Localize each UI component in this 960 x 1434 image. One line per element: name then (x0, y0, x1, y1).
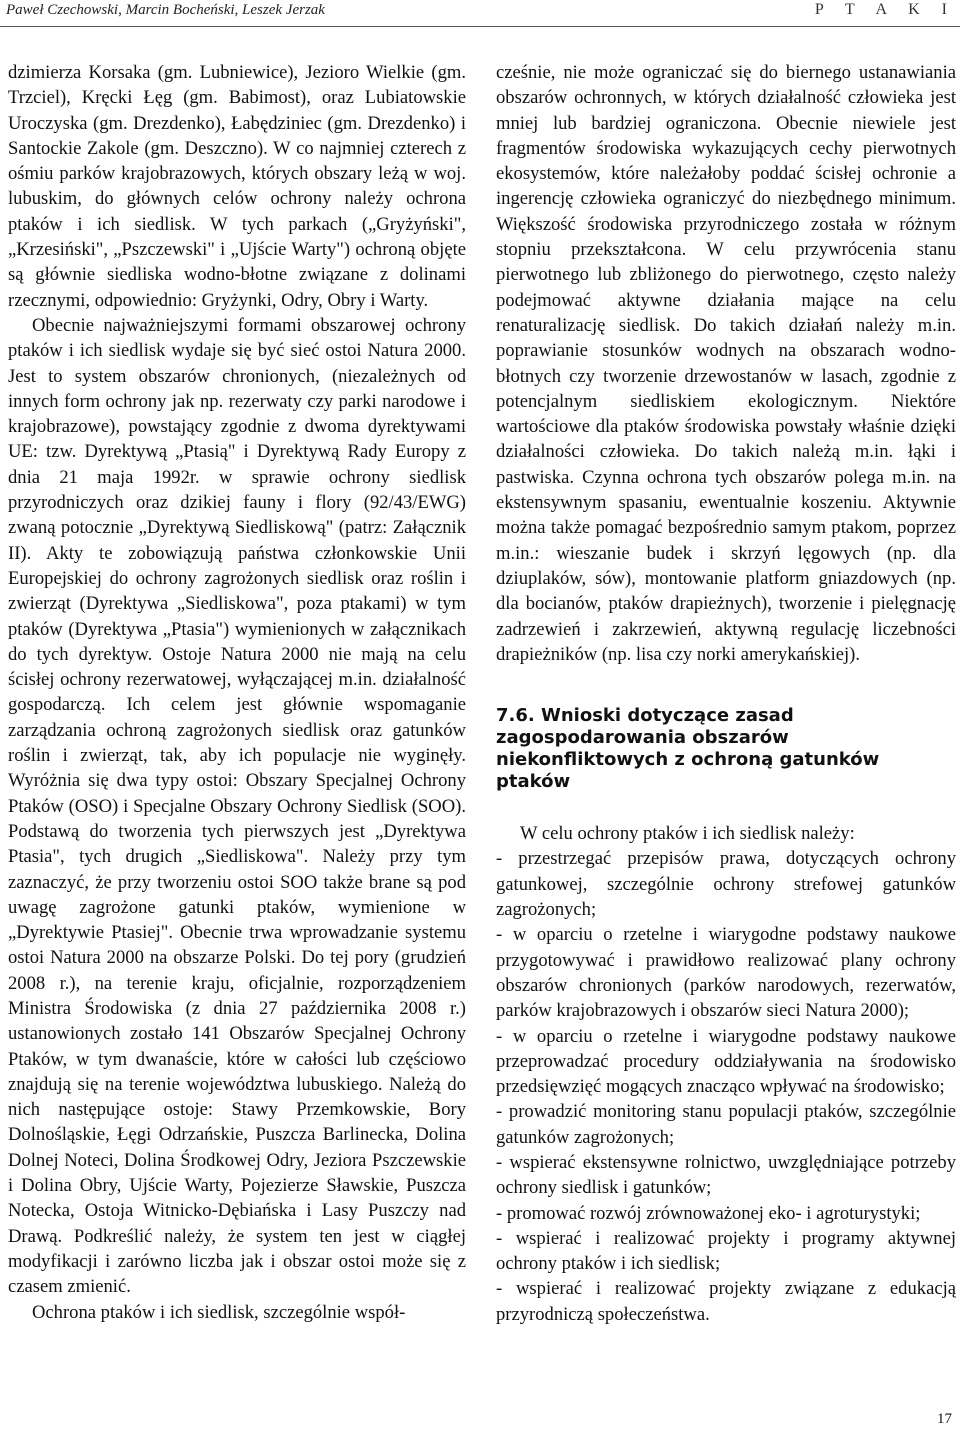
list-item: - w oparciu o rzetelne i wiarygodne podstawy naukowe przygotowywać i prawidłowo realizować plany ochrony obszarów chronionych (parków narodowych, rezerwatów, parków krajobrazowych i obszarów sieci Natura 2000); (496, 924, 956, 1022)
list-item: - promować rozwój zrównoważonej eko- i agroturystyki; (496, 1202, 921, 1224)
list-item: - wspierać i realizować projekty i programy aktywnej ochrony ptaków i ich siedlisk; (496, 1227, 956, 1275)
header-journal-title: P T A K I (814, 1, 956, 18)
list-item: - przestrzegać przepisów prawa, dotyczących ochrony gatunkowej, szczególnie ochrony strefowej gatunków zagrożonych; (496, 848, 956, 921)
page-header (0, 0, 960, 28)
paragraph: Obecnie najważniejszymi formami obszarowej ochrony ptaków i ich siedlisk wydaje się być sieć ostoi Natura 2000. Jest to system obszarów chronionych, (niezależnych od innych form ochrony jak np. rezerwaty czy parki narodowe i krajobrazowe), powstający zgodnie z dwoma dyrektywami UE: tzw. Dyrektywą „Ptasią" i Dyrektywą Rady Europy z dnia 21 maja 1992r. w sprawie ochrony siedlisk przyrodniczych oraz dzikiej fauny i flory (92/43/EWG) zwaną potocznie „Dyrektywą Siedliskową" (patrz: Załącznik II). Akty te zobowiązują państwa członkowskie Unii Europejskiej do ochrony zagrożonych siedlisk oraz roślin i zwierząt (Dyrektywa „Siedliskowa", poza ptakami) w tym ptaków (Dyrektywa „Ptasia") wymienionych w załącznikach do tych dyrektyw. Ostoje Natura 2000 nie mają na celu ścisłej ochrony rezerwatowej, wyłączającej m.in. działalność gospodarczą. Ich celem jest głównie wspomaganie zarządzania ochroną zagrożonych siedlisk oraz gatunków roślin i zwierząt, tak, aby ich populacje nie wyginęły. Wyróżnia się dwa typy ostoi: Obszary Specjalnej Ochrony Ptaków (OSO) i Specjalne Obszary Ochrony Siedlisk (SOO). Podstawą do tworzenia tych pierwszych jest „Dyrektywa Ptasia", tych drugich „Siedliskowa". Należy przy tym zaznaczyć, że przy tworzeniu ostoi SOO także brane są pod uwagę zagrożone gatunki ptaków, wymienione w „Dyrektywie Ptasiej". Obecnie trwa wprowadzanie systemu ostoi Natura 2000 na obszarze Polski. Do tej pory (grudzień 2008 r.), na terenie kraju, oficjalnie, rozporządzeniem Ministra Środowiska (z dnia 27 października 2008 r.) ustanowionych zostało 141 Obszarów Specjalnej Ochrony Ptaków, w tym dwanaście, które w całości lub częściowo znajdują się na terenie województwa lubuskiego. Należą do nich następujące ostoje: Stawy Przemkowskie, Bory Dolnośląskie, Łęgi Odrzańskie, Puszcza Barlinecka, Dolina Dolnej Noteci, Dolina Środkowej Odry, Jeziora Pszczewskie i Dolina Obry, Ujście Warty, Pojezierze Sławskie, Puszcza Notecka, Ostoja Witnicko-Dębiańska i Lasy Puszczy nad Drawą. Podkreślić należy, że system ten jest w ciągłej modyfikacji i zarówno liczba jak i obszar ostoi może się z czasem zmienić. (8, 314, 466, 1298)
section-heading: 7.6. Wnioski dotyczące zasad zagospodarowania obszarów niekonfliktowych z ochroną gatunków ptaków (496, 705, 880, 793)
list-item: - prowadzić monitoring stanu populacji ptaków, szczególnie gatunków zagrożonych; (496, 1101, 956, 1148)
left-column (8, 60, 466, 1325)
list-item: - wspierać i realizować projekty związane z edukacją przyrodniczą społeczeństwa. (496, 1278, 956, 1325)
right-column (496, 60, 956, 1327)
paragraph: cześnie, nie może ograniczać się do biernego ustanawiania obszarów ochronnych, w których działalność człowieka jest mniej lub bardziej ograniczona. Obecnie niewiele jest fragmentów środowiska wykazujących cechy pierwotnych ekosystemów, które należałoby poddać ścisłej ochronie a ingerencję człowieka ograniczyć do niezbędnego minimum. Większość środowiska przyrodniczego została w różnym stopniu przekształcona. W celu przywrócenia stanu pierwotnego lub zbliżonego do pierwotnego, często należy podejmować aktywne działania mające na celu renaturalizację siedlisk. Do takich działań należy m.in. poprawianie stosunków wodnych na obszarach wodno-błotnych czy tworzenie drzewostanów w lasach, zgodnie z potencjalnym siedliskiem ekologicznym. Niektóre wartościowe dla ptaków środowiska powstały właśnie dzięki działalności człowieka. Do takich należą m.in. łąki i pastwiska. Czynna ochrona tych obszarów polega m.in. na ekstensywnym spasaniu, ewentualnie koszeniu. Aktywnie można także pomagać bezpośrednio samym ptakom, poprzez m.in.: wieszanie budek i skrzyń lęgowych (np. dla dziuplaków, sów), montowanie platform gniazdowych (np. dla bocianów, ptaków drapieżnych), tworzenie i pielęgnację zadrzewień i zakrzewień, aktywną regulację liczebności drapieżników (np. lisa czy norki amerykańskiej). (496, 62, 956, 665)
list-item: - w oparciu o rzetelne i wiarygodne podstawy naukowe przeprowadzać procedury oddziaływania na środowisko przedsięwzięć mogących znacząco wpływać na środowisko; (496, 1025, 956, 1098)
header-authors: Paweł Czechowski, Marcin Bocheński, Leszek Jerzak (6, 2, 325, 18)
paragraph: dzimierza Korsaka (gm. Lubniewice), Jezioro Wielkie (gm. Trzciel), Kręcki Łęg (gm. Babimost), oraz Lubiatowskie Uroczyska (gm. Drezdenko), Łabędziniec (gm. Drezdenko) i Santockie Zakole (gm. Deszczno). W co najmniej czterech z ośmiu parków krajobrazowych, których obszary leżą w woj. lubuskim, do głównych celów ochrony należy ochrona ptaków i ich siedlisk. W tych parkach („Gryżyński", „Krzesiński", „Pszczewski" i „Ujście Warty") ochroną objęte są głównie siedliska wodno-błotne związane z dolinami rzecznymi, odpowiednio: Gryżynki, Odry, Obry i Warty. (8, 62, 466, 311)
paragraph: Ochrona ptaków i ich siedlisk, szczególnie współ- (32, 1301, 406, 1323)
header-rule (0, 26, 960, 27)
list-item: - wspierać ekstensywne rolnictwo, uwzględniające potrzeby ochrony siedlisk i gatunków; (496, 1151, 956, 1199)
list-intro: W celu ochrony ptaków i ich siedlisk należy: (520, 823, 855, 845)
page-number: 17 (937, 1411, 952, 1427)
